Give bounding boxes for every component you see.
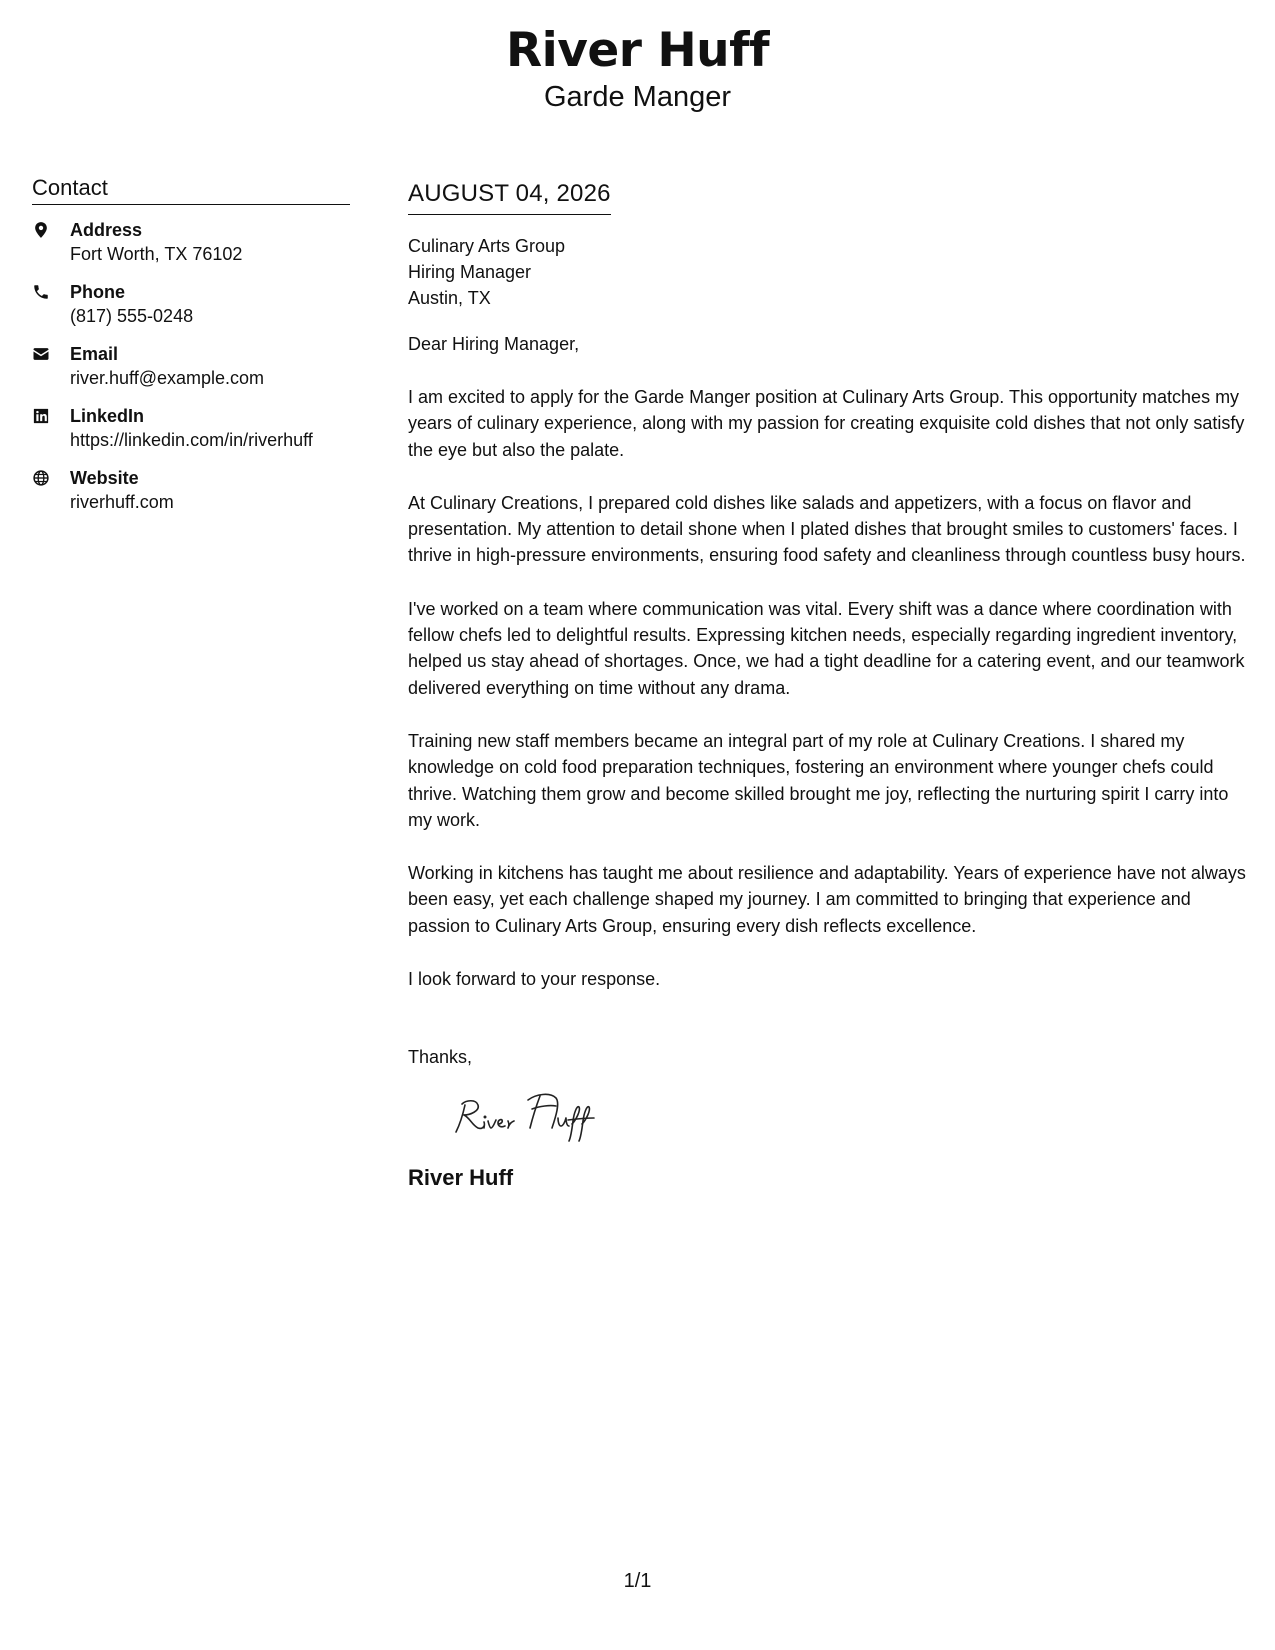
- recipient-company: Culinary Arts Group: [408, 236, 566, 256]
- contact-item-linkedin: [32, 404, 350, 452]
- contact-item-email: [32, 342, 350, 390]
- contact-value-linkedin[interactable]: https://linkedin.com/in/riverhuff: [70, 430, 313, 450]
- letter-body: [408, 177, 1253, 1192]
- linkedin-icon: [32, 404, 70, 425]
- page-number: 1/1: [623, 1570, 652, 1592]
- salutation: Dear Hiring Manager,: [408, 334, 580, 354]
- letter-header: [0, 22, 1275, 114]
- contact-label-email: Email: [70, 344, 119, 364]
- letter-paragraph: I am excited to apply for the Garde Manger position at Culinary Arts Group. This opportunity matches my years of culinary experience, along with my passion for creating exquisite cold dishes that not only satisfy the eye but also the palate.: [408, 387, 1245, 460]
- applicant-job-title: Garde Manger: [544, 81, 731, 113]
- contact-item-website: [32, 466, 350, 514]
- contact-value-website[interactable]: riverhuff.com: [70, 492, 174, 512]
- map-pin-icon: [32, 218, 70, 239]
- phone-icon: [32, 280, 70, 301]
- contact-item-address: [32, 218, 350, 266]
- signer-name: River Huff: [408, 1165, 514, 1191]
- contact-value-email: river.huff@example.com: [70, 368, 265, 388]
- contact-heading: Contact: [32, 174, 350, 205]
- contact-value-phone: (817) 555-0248: [70, 306, 194, 326]
- contact-value-address: Fort Worth, TX 76102: [70, 244, 243, 264]
- recipient-block: [408, 233, 1253, 311]
- signoff: Thanks,: [408, 1047, 473, 1068]
- letter-paragraph: Training new staff members became an integral part of my role at Culinary Creations. I shared my knowledge on cold food preparation techniques, fostering an environment where younger chefs could thrive. Watching them grow and become skilled brought me joy, reflecting the nurturing spirit I carry into my work.: [408, 730, 1229, 830]
- contact-label-phone: Phone: [70, 282, 126, 302]
- letter-paragraph: Working in kitchens has taught me about resilience and adaptability. Years of experience have not always been easy, yet each challenge shaped my journey. I am committed to bringing that experience and passion to Culinary Arts Group, ensuring every dish reflects excellence.: [408, 863, 1246, 936]
- contact-label-address: Address: [70, 220, 143, 240]
- globe-icon: [32, 466, 70, 487]
- letter-date: AUGUST 04, 2026: [408, 177, 611, 215]
- contact-label-linkedin: LinkedIn: [70, 406, 145, 426]
- applicant-name: River Huff: [505, 23, 770, 78]
- closing-line: I look forward to your response.: [408, 969, 661, 990]
- contact-label-website: Website: [70, 468, 139, 488]
- handwritten-signature: [448, 1090, 638, 1146]
- envelope-icon: [32, 342, 70, 363]
- recipient-contact: Hiring Manager: [408, 262, 532, 282]
- letter-paragraph: I've worked on a team where communication was vital. Every shift was a dance where coordination with fellow chefs led to delightful results. Expressing kitchen needs, especially regarding ingredient inventory, helped us stay ahead of shortages. Once, we had a tight deadline for a catering event, and our teamwork delivered everything on time without any drama.: [408, 598, 1245, 698]
- contact-sidebar: [32, 174, 350, 528]
- recipient-location: Austin, TX: [408, 288, 491, 308]
- contact-item-phone: [32, 280, 350, 328]
- letter-paragraph: At Culinary Creations, I prepared cold dishes like salads and appetizers, with a focus on flavor and presentation. My attention to detail shone when I plated dishes that brought smiles to customers' faces. I thrive in high-pressure environments, ensuring food safety and cleanliness through countless busy hours.: [408, 492, 1246, 566]
